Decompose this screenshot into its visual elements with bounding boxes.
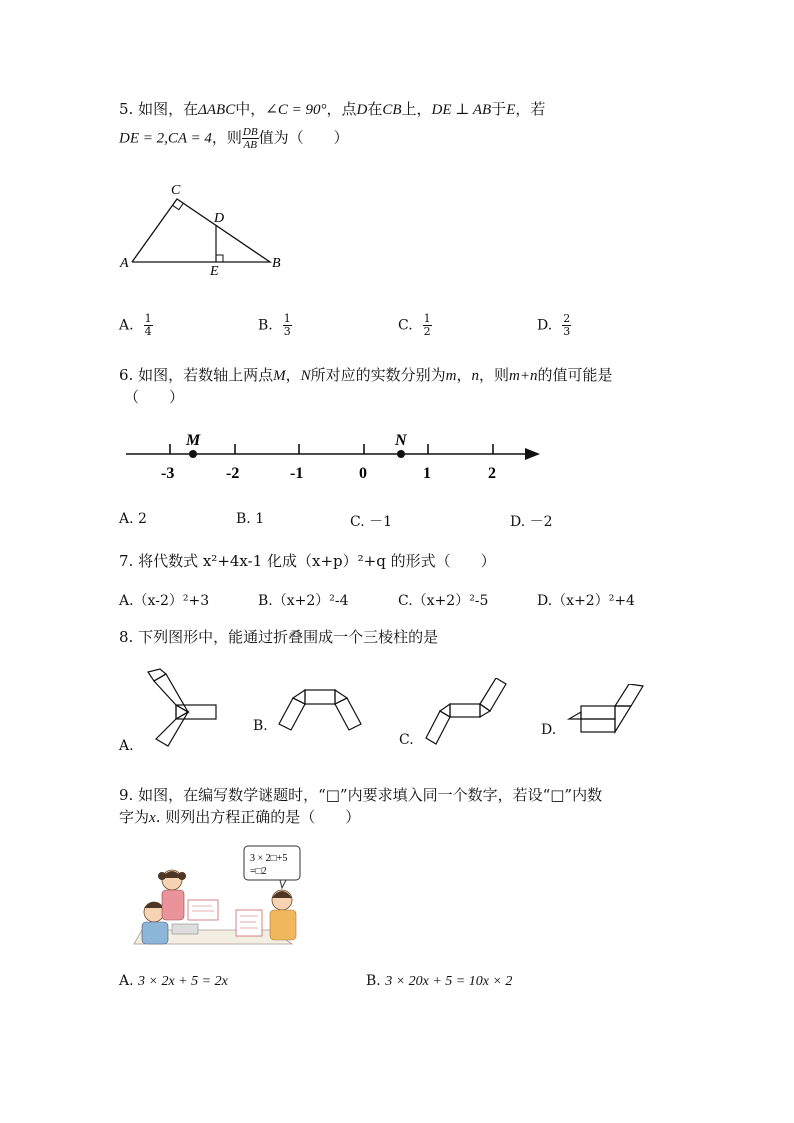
q9-option-a[interactable]: A. 3 × 2x + 5 = 2x xyxy=(119,973,228,989)
q6-stem-line2: （ ） xyxy=(124,388,185,406)
q9-stem-line2: 字为x. 则列出方程正确的是（ ） xyxy=(119,808,361,826)
q8-option-d-label[interactable]: D. xyxy=(541,722,557,738)
q7-option-d[interactable]: D.（x+2）²+4 xyxy=(537,593,635,609)
q8-stem: 8. 下列图形中，能通过折叠围成一个三棱柱的是 xyxy=(119,628,439,646)
bubble-line1: 3 × 2□+5 xyxy=(250,853,288,864)
point-n-label: N xyxy=(395,432,407,449)
point-m xyxy=(189,450,197,458)
q6-option-b[interactable]: B. 1 xyxy=(236,511,265,527)
q6-stem-line1: 6. 如图，若数轴上两点M，N所对应的实数分别为m，n，则m+n的值可能是 xyxy=(119,366,613,384)
q9-option-b[interactable]: B. 3 × 20x + 5 = 10x × 2 xyxy=(366,973,513,989)
q6-option-a[interactable]: A. 2 xyxy=(119,511,147,527)
q9-kids-illustration xyxy=(132,844,302,948)
label-E: E xyxy=(210,264,219,278)
q6-option-c[interactable]: C. －1 xyxy=(350,514,393,530)
q5-stem-line1: 5. 如图，在ΔABC中，∠C = 90°，点D在CB上，DE ⊥ AB于E，若 xyxy=(119,100,546,118)
q8-net-d xyxy=(565,684,647,736)
q6-number-line xyxy=(120,425,550,487)
q9-stem-line1: 9. 如图，在编写数学谜题时，“□”内要求填入同一个数字，若设“□”内数 xyxy=(119,786,603,804)
tick-label: 2 xyxy=(488,465,496,482)
tick-label: -1 xyxy=(290,465,304,482)
q8-option-c-label[interactable]: C. xyxy=(399,732,414,748)
point-m-label: M xyxy=(186,432,201,449)
q5-option-c[interactable]: C. $\frac{1}{2}$ xyxy=(398,312,431,338)
label-B: B xyxy=(272,256,281,271)
tick-label: -3 xyxy=(161,465,175,482)
q7-stem: 7. 将代数式 x²+4x-1 化成（x+p）²+q 的形式（ ） xyxy=(119,552,496,570)
point-n xyxy=(397,450,405,458)
q7-option-a[interactable]: A.（x-2）²+3 xyxy=(119,593,210,609)
q5-option-d[interactable]: D. $\frac{2}{3}$ xyxy=(537,312,571,338)
q6-option-d[interactable]: D. －2 xyxy=(510,514,553,530)
q8-option-b-label[interactable]: B. xyxy=(253,718,268,734)
q7-option-c[interactable]: C.（x+2）²-5 xyxy=(398,593,489,609)
q7-option-b[interactable]: B.（x+2）²-4 xyxy=(258,593,349,609)
q8-net-c xyxy=(420,678,512,748)
label-A: A xyxy=(120,256,129,271)
tick-label: 1 xyxy=(423,465,431,482)
tick-label: 0 xyxy=(359,465,367,482)
q8-option-a-label[interactable]: A. xyxy=(119,738,134,754)
q5-stem-line2: DE = 2,CA = 4，则 $\frac{DB}{AB}$ 值为（ ） xyxy=(119,126,349,151)
tick-label: -2 xyxy=(226,465,240,482)
label-D: D xyxy=(214,211,225,226)
q5-option-b[interactable]: B. $\frac{1}{3}$ xyxy=(258,312,291,338)
q8-net-a xyxy=(140,666,230,754)
q5-ratio-fraction: $\frac{DB}{AB}$ xyxy=(242,126,258,151)
q5-option-a[interactable]: A. $\frac{1}{4}$ xyxy=(119,312,152,338)
label-C: C xyxy=(171,183,181,198)
bubble-line2: =□2 xyxy=(250,866,267,877)
q5-triangle-figure xyxy=(110,178,300,278)
q8-net-b xyxy=(275,686,365,734)
axis-arrow-icon xyxy=(525,448,540,460)
